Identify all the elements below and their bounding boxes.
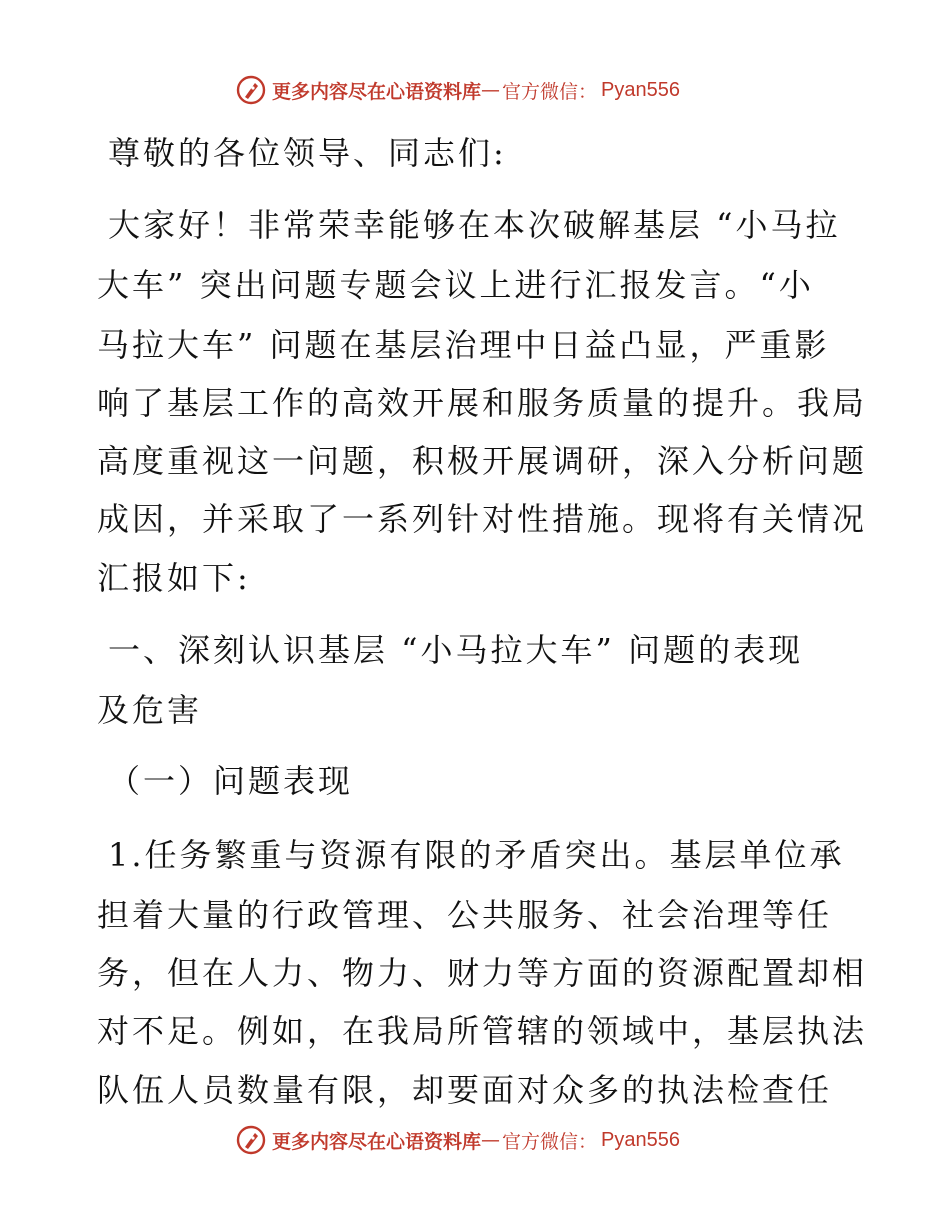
watermark-brand: 更多内容尽在心语资料库 — [272, 1130, 482, 1153]
item-line: 对不足。例如，在我局所管辖的领域中，基层执法 — [97, 1012, 868, 1050]
item-line: 务，但在人力、物力、财力等方面的资源配置却相 — [97, 954, 868, 992]
watermark-wechat-id: Pyan556 — [601, 1128, 680, 1151]
header-watermark — [236, 73, 680, 107]
pen-nib-logo-icon — [236, 1125, 266, 1155]
section-heading-line: 及危害 — [97, 691, 203, 729]
intro-line: 汇报如下: — [97, 559, 251, 597]
watermark-brand: 更多内容尽在心语资料库 — [272, 80, 482, 103]
intro-line: 马拉大车” 问题在基层治理中日益凸显，严重影 — [97, 326, 830, 364]
item-line: 担着大量的行政管理、公共服务、社会治理等任 — [97, 896, 833, 934]
item-line: 队伍人员数量有限，却要面对众多的执法检查任 — [97, 1071, 833, 1109]
watermark-wechat-id: Pyan556 — [601, 78, 680, 101]
watermark-prefix: 官方微信： — [502, 1130, 598, 1153]
subsection-heading: （一）问题表现 — [108, 762, 354, 800]
intro-line: 大家好！非常荣幸能够在本次破解基层 “小马拉 — [108, 206, 841, 244]
watermark-separator: — — [481, 79, 501, 101]
item-line: 1.任务繁重与资源有限的矛盾突出。基层单位承 — [108, 836, 845, 874]
pen-nib-logo-icon — [236, 75, 266, 105]
intro-line: 高度重视这一问题，积极开展调研，深入分析问题 — [97, 442, 868, 480]
section-heading-line: 一、深刻认识基层 “小马拉大车” 问题的表现 — [108, 631, 804, 669]
watermark-separator: — — [481, 1129, 501, 1151]
intro-line: 响了基层工作的高效开展和服务质量的提升。我局 — [97, 384, 868, 422]
footer-watermark — [236, 1123, 680, 1157]
watermark-prefix: 官方微信： — [502, 80, 598, 103]
greeting: 尊敬的各位领导、同志们: — [108, 134, 507, 172]
intro-line: 成因，并采取了一系列针对性措施。现将有关情况 — [97, 500, 868, 538]
intro-line: 大车” 突出问题专题会议上进行汇报发言。“小 — [97, 266, 814, 304]
